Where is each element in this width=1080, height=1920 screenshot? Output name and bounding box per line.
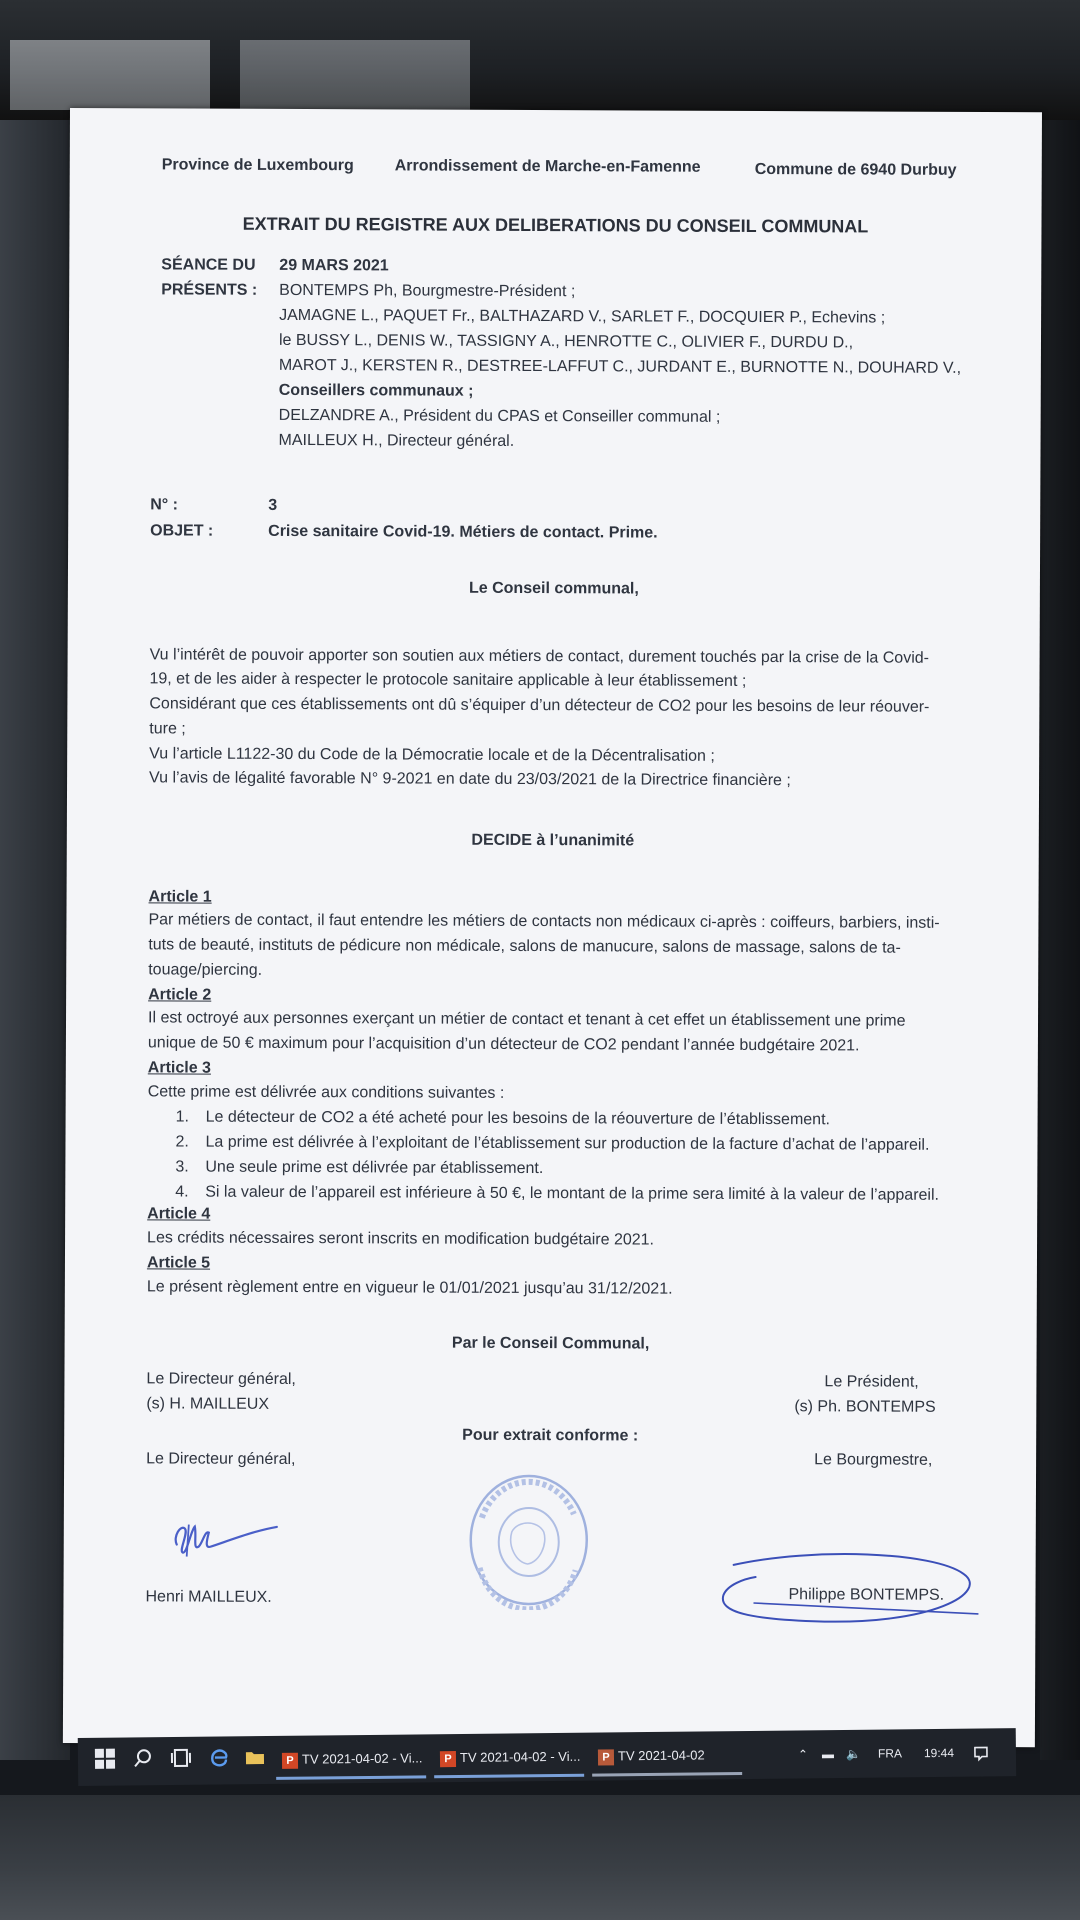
volume-icon[interactable]: 🔈 xyxy=(845,1746,861,1761)
powerpoint-icon: P xyxy=(440,1751,456,1767)
monitor-screen xyxy=(63,108,1042,1747)
president-name: (s) Ph. BONTEMPS xyxy=(794,1398,936,1416)
taskbar-app-label: TV 2021-04-02 - Vi... xyxy=(301,1750,423,1767)
presents-line: MAROT J., KERSTEN R., DESTREE-LAFFUT C., JURDANT E., BURNOTTE N., DOUHARD V., xyxy=(278,356,962,377)
decide-heading: DECIDE à l’unanimité xyxy=(471,831,635,850)
document-page xyxy=(63,108,1042,1747)
taskbar-app-powerpoint-2[interactable] xyxy=(434,1737,584,1779)
considerant-line: 19, et de les aider à respecter le protocole sanitaire applicable à leur établissement ; xyxy=(149,670,747,690)
clock[interactable]: 19:44 xyxy=(923,1745,955,1761)
background-right xyxy=(1040,120,1080,1760)
taskbar-app-powerpoint-1[interactable] xyxy=(276,1738,426,1780)
taskbar-app-powerpoint-3[interactable] xyxy=(592,1735,742,1777)
powerpoint-icon: P xyxy=(598,1749,614,1765)
numero-label: N° : xyxy=(150,496,179,514)
seance-date: 29 MARS 2021 xyxy=(279,256,389,275)
considerant-line: Considérant que ces établissements ont dû s’équiper d’un détecteur de CO2 pour les besoins de leur réouver- xyxy=(149,695,930,716)
presents-line: BONTEMPS Ph, Bourgmestre-Président ; xyxy=(279,281,576,301)
task-view-icon[interactable] xyxy=(168,1747,194,1773)
conseil-heading: Le Conseil communal, xyxy=(468,579,639,598)
president-title: Le Président, xyxy=(824,1373,919,1391)
presents-line: JAMAGNE L., PAQUET Fr., BALTHAZARD V., SARLET F., DOCQUIER P., Echevins ; xyxy=(279,306,886,327)
considerant-line: ture ; xyxy=(149,720,186,738)
article-4-title: Article 4 xyxy=(147,1205,211,1223)
objet-label: OBJET : xyxy=(150,522,214,540)
numero-value: 3 xyxy=(268,496,278,514)
article-2-line: unique de 50 € maximum pour l’acquisition d’un détecteur de CO2 pendant l’année budgétaire 2021. xyxy=(147,1034,860,1055)
powerpoint-icon: P xyxy=(282,1752,298,1768)
header-arrondissement: Arrondissement de Marche-en-Famenne xyxy=(394,157,701,176)
considerant-line: Vu l’article L1122-30 du Code de la Démocratie locale et de la Décentralisation ; xyxy=(149,745,715,765)
commune-seal xyxy=(463,1470,594,1611)
considerant-line: Vu l’avis de légalité favorable N° 9-2021 en date du 23/03/2021 de la Directrice financière ; xyxy=(149,769,791,790)
tray-chevron-up-icon[interactable]: ⌃ xyxy=(797,1747,809,1762)
background-left xyxy=(0,120,70,1760)
directeur-signed-name: Henri MAILLEUX. xyxy=(145,1588,272,1606)
search-icon[interactable] xyxy=(130,1747,156,1773)
language-indicator[interactable]: FRA xyxy=(877,1746,903,1761)
seance-label: SÉANCE DU xyxy=(161,256,256,274)
background-window xyxy=(240,40,470,110)
considerant-line: Vu l’intérêt de pouvoir apporter son soutien aux métiers de contact, durement touchés par la crise de la Covid- xyxy=(149,646,930,667)
presents-line: MAILLEUX H., Directeur général. xyxy=(278,431,515,450)
edge-browser-icon[interactable] xyxy=(206,1746,232,1772)
directeur-signature xyxy=(159,1506,299,1567)
list-item: La prime est délivrée à l’exploitant de l’établissement sur production de la facture d’achat de l’appareil. xyxy=(205,1133,930,1154)
background-window xyxy=(10,40,210,110)
document-title: EXTRAIT DU REGISTRE AUX DELIBERATIONS DU CONSEIL COMMUNAL xyxy=(242,213,869,237)
list-item: Une seule prime est délivrée par établissement. xyxy=(205,1158,544,1178)
list-number: 2. xyxy=(175,1133,189,1151)
windows-start-icon[interactable] xyxy=(92,1748,118,1774)
windows-taskbar xyxy=(78,1728,1016,1786)
taskbar-app-label: TV 2021-04-02 - Vi... xyxy=(459,1748,581,1765)
bourgmestre-title: Le Bourgmestre, xyxy=(814,1451,933,1469)
extrait-conforme: Pour extrait conforme : xyxy=(462,1426,639,1445)
presents-line: Conseillers communaux ; xyxy=(278,381,474,400)
article-2-title: Article 2 xyxy=(148,986,212,1004)
article-1-line: tuts de beauté, instituts de pédicure non médicale, salons de manucure, salons de massage, salons de ta- xyxy=(148,936,901,957)
background-bottom xyxy=(0,1795,1080,1920)
list-item: Le détecteur de CO2 a été acheté pour les besoins de la réouverture de l’établissement. xyxy=(205,1108,831,1129)
bourgmestre-signed-name: Philippe BONTEMPS. xyxy=(788,1586,945,1604)
article-2-line: Il est octroyé aux personnes exerçant un métier de contact et tenant à cet effet un établissement une prime xyxy=(147,1009,906,1030)
objet-value: Crise sanitaire Covid-19. Métiers de contact. Prime. xyxy=(268,522,658,542)
presents-label: PRÉSENTS : xyxy=(161,281,258,299)
taskbar-app-label: TV 2021-04-02 xyxy=(617,1747,705,1764)
article-4-text: Les crédits nécessaires seront inscrits en modification budgétaire 2021. xyxy=(147,1229,655,1249)
header-commune: Commune de 6940 Durbuy xyxy=(754,160,957,179)
presents-line: DELZANDRE A., Président du CPAS et Conseiller communal ; xyxy=(278,406,721,426)
article-3-title: Article 3 xyxy=(147,1059,211,1077)
list-number: 4. xyxy=(175,1183,189,1201)
header-province: Province de Luxembourg xyxy=(161,156,354,175)
battery-icon[interactable]: ▬ xyxy=(821,1747,835,1762)
directeur-name: (s) H. MAILLEUX xyxy=(146,1395,270,1413)
article-1-line: touage/piercing. xyxy=(148,961,263,979)
file-explorer-icon[interactable] xyxy=(242,1746,268,1772)
article-1-line: Par métiers de contact, il faut entendre les métiers de contacts non médicaux ci-après : coiffeurs, barbiers, insti- xyxy=(148,911,940,932)
list-item: Si la valeur de l’appareil est inférieure à 50 €, le montant de la prime sera limité à la valeur de l’appareil. xyxy=(205,1183,940,1204)
directeur-title: Le Directeur général, xyxy=(146,1370,296,1388)
presents-line: le BUSSY L., DENIS W., TASSIGNY A., HENROTTE C., OLIVIER F., DURDU D., xyxy=(278,331,854,352)
notifications-icon[interactable] xyxy=(973,1732,989,1772)
article-5-text: Le présent règlement entre en vigueur le 01/01/2021 jusqu’au 31/12/2021. xyxy=(146,1278,673,1298)
par-conseil: Par le Conseil Communal, xyxy=(451,1334,650,1353)
article-3-intro: Cette prime est délivrée aux conditions suivantes : xyxy=(147,1083,505,1102)
list-number: 3. xyxy=(175,1158,189,1176)
list-number: 1. xyxy=(175,1108,189,1126)
article-5-title: Article 5 xyxy=(146,1254,211,1272)
directeur-title-2: Le Directeur général, xyxy=(146,1450,296,1468)
article-1-title: Article 1 xyxy=(148,888,212,906)
